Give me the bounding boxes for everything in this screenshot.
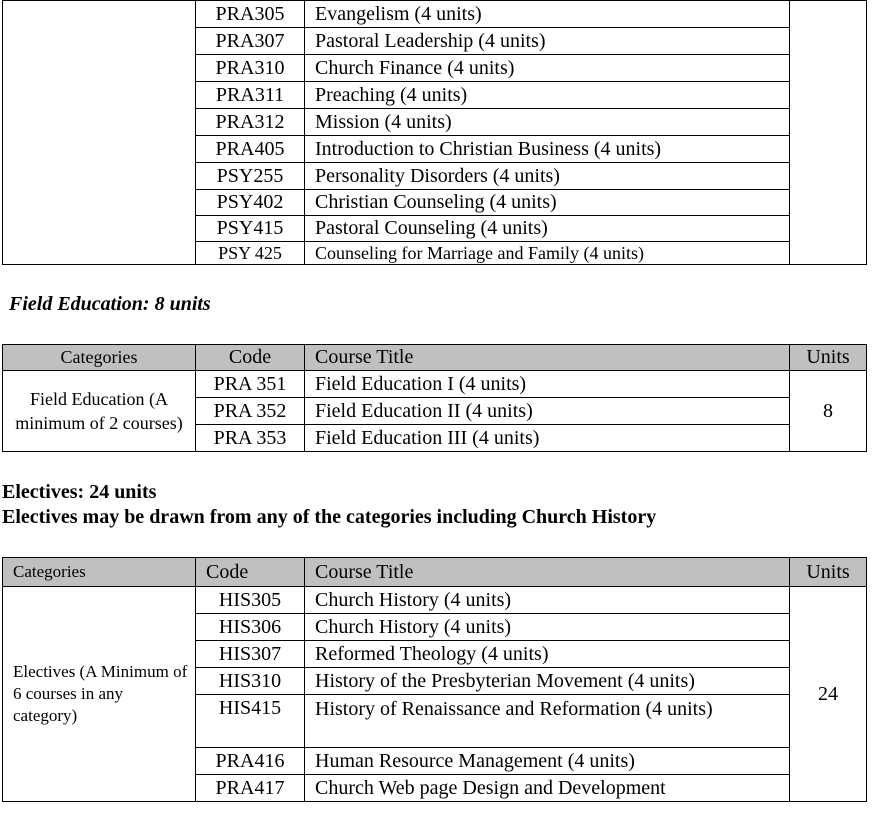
units-cell: 8	[790, 371, 867, 452]
course-title: Field Education III (4 units)	[305, 425, 790, 452]
table-row	[3, 1, 867, 28]
course-title: Pastoral Leadership (4 units)	[305, 28, 790, 55]
course-code: PSY402	[196, 190, 305, 216]
course-title: Evangelism (4 units)	[305, 1, 790, 28]
course-title: History of Renaissance and Reformation (4 units)	[305, 695, 790, 748]
course-title: Mission (4 units)	[305, 109, 790, 136]
category-cell	[3, 1, 196, 265]
continued-course-table	[2, 0, 867, 265]
course-code: PSY255	[196, 163, 305, 190]
course-code: PRA 351	[196, 371, 305, 398]
course-title: Pastoral Counseling (4 units)	[305, 216, 790, 242]
course-code: PRA 353	[196, 425, 305, 452]
header-units: Units	[790, 345, 867, 371]
category-cell: Electives (A Minimum of 6 courses in any category)	[3, 587, 196, 802]
course-code: PRA416	[196, 748, 305, 775]
field-education-heading: Field Education: 8 units	[9, 293, 211, 315]
course-title: Church History (4 units)	[305, 614, 790, 641]
course-title: Field Education I (4 units)	[305, 371, 790, 398]
electives-heading: Electives: 24 units	[2, 481, 157, 503]
electives-subheading: Electives may be drawn from any of the categories including Church History	[2, 506, 657, 528]
course-code: HIS415	[196, 695, 305, 748]
category-cell: Field Education (A minimum of 2 courses)	[3, 371, 196, 452]
header-course-title: Course Title	[305, 558, 790, 587]
course-code: PRA305	[196, 1, 305, 28]
electives-table	[2, 557, 867, 802]
header-categories: Categories	[3, 558, 196, 587]
course-code: HIS305	[196, 587, 305, 614]
table-row	[3, 371, 867, 398]
header-code: Code	[196, 345, 305, 371]
units-cell: 24	[790, 587, 867, 802]
table-row	[3, 587, 867, 614]
header-code: Code	[196, 558, 305, 587]
course-title: Field Education II (4 units)	[305, 398, 790, 425]
course-title: Church History (4 units)	[305, 587, 790, 614]
course-title: Church Web page Design and Development	[305, 775, 790, 802]
course-code: HIS306	[196, 614, 305, 641]
course-code: PRA312	[196, 109, 305, 136]
course-title: Personality Disorders (4 units)	[305, 163, 790, 190]
course-title: Reformed Theology (4 units)	[305, 641, 790, 668]
course-code: HIS310	[196, 668, 305, 695]
course-code: PRA310	[196, 55, 305, 82]
course-title: History of the Presbyterian Movement (4 units)	[305, 668, 790, 695]
course-title: Introduction to Christian Business (4 units)	[305, 136, 790, 163]
header-categories: Categories	[3, 345, 196, 371]
units-cell	[790, 1, 867, 265]
course-title: Christian Counseling (4 units)	[305, 190, 790, 216]
course-code: PRA417	[196, 775, 305, 802]
header-course-title: Course Title	[305, 345, 790, 371]
course-code: HIS307	[196, 641, 305, 668]
course-code: PRA311	[196, 82, 305, 109]
course-title: Counseling for Marriage and Family (4 units)	[305, 242, 790, 265]
course-code: PRA405	[196, 136, 305, 163]
course-code: PRA 352	[196, 398, 305, 425]
table-header-row	[3, 558, 867, 587]
course-code: PSY 425	[196, 242, 305, 265]
field-education-table	[2, 344, 867, 452]
course-title: Human Resource Management (4 units)	[305, 748, 790, 775]
course-title: Preaching (4 units)	[305, 82, 790, 109]
header-units: Units	[790, 558, 867, 587]
course-code: PRA307	[196, 28, 305, 55]
course-title: Church Finance (4 units)	[305, 55, 790, 82]
table-header-row	[3, 345, 867, 371]
course-code: PSY415	[196, 216, 305, 242]
